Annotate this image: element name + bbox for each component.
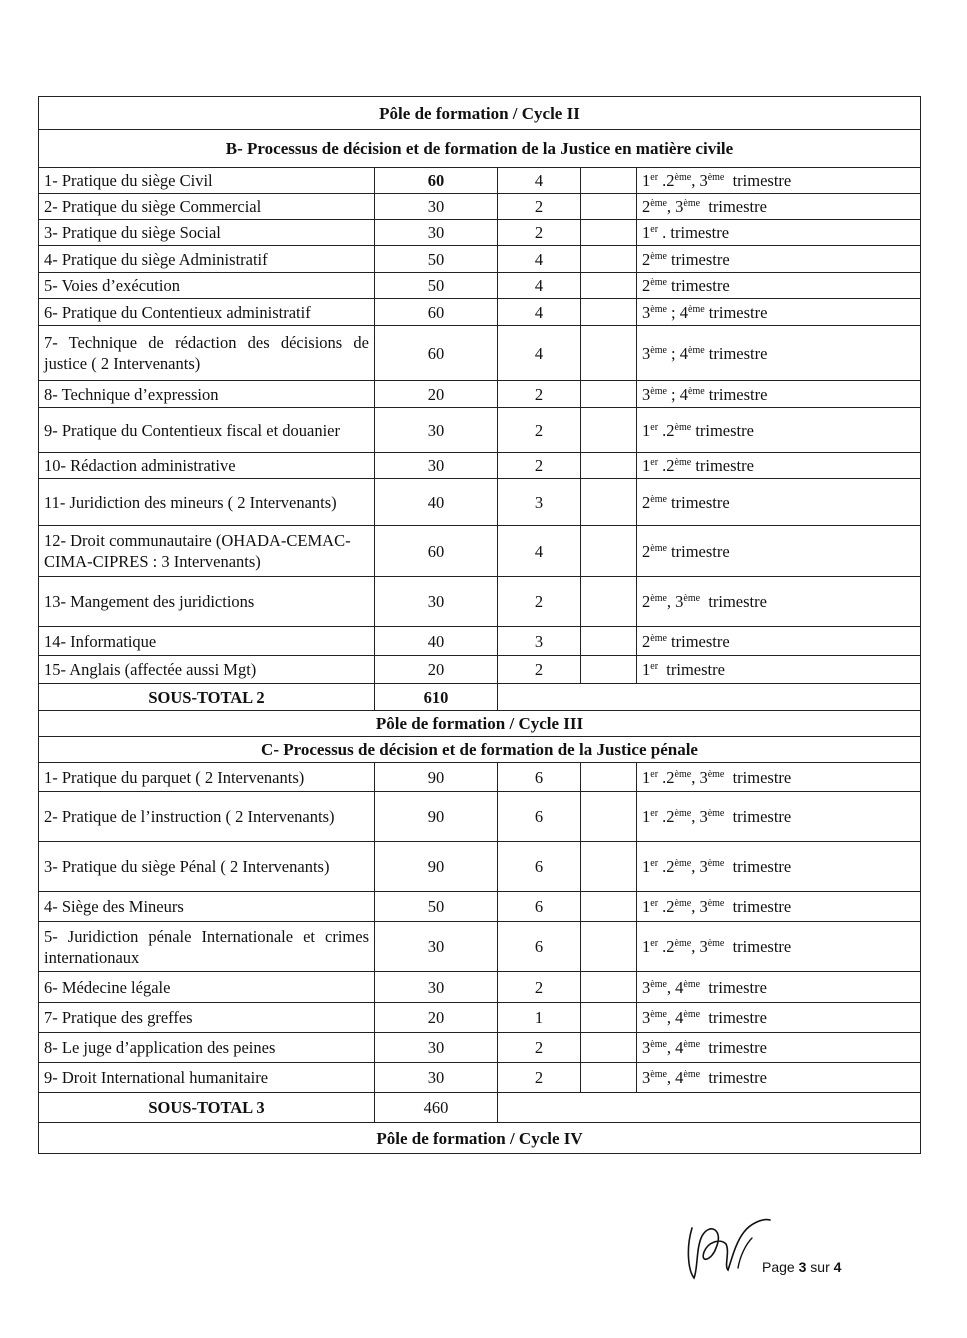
period-text: , 3 [691,767,708,787]
period-number: 2 [642,631,651,651]
period-number: 3 [642,384,651,404]
course-hours: 30 [375,453,498,479]
course-name: 13- Mangement des juridictions [39,577,375,627]
course-credits: 4 [498,299,581,326]
period-number: 2 [642,592,651,611]
course-row [39,526,921,577]
course-name: 9- Pratique du Contentieux fiscal et douanier [39,408,375,453]
course-name: 12- Droit communautaire (OHADA-CEMAC-CIMA-CIPRES : 3 Intervenants) [39,526,375,577]
ordinal-suffix: ème [650,593,667,604]
subtotal-value: 610 [375,684,498,711]
course-hours: 30 [375,1033,498,1063]
course-hours: 60 [375,299,498,326]
period-text: trimestre [724,937,792,956]
course-credits: 6 [498,792,581,842]
period-text: trimestre [704,384,768,404]
course-period [637,299,921,326]
course-row [39,299,921,326]
course-extra [581,326,637,381]
course-extra [581,842,637,892]
course-name: 11- Juridiction des mineurs ( 2 Intervenants) [39,479,375,526]
section-title: Pôle de formation / Cycle IV [39,1123,921,1154]
course-credits: 2 [498,972,581,1003]
ordinal-suffix: ème [674,808,692,819]
period-text: ; 4 [666,384,688,404]
period-number: 2 [642,197,651,216]
period-number: 1 [642,897,651,916]
course-credits: 6 [498,842,581,892]
course-name: 1- Pratique du siège Civil [39,168,375,194]
course-hours: 40 [375,627,498,656]
course-name: 10- Rédaction administrative [39,453,375,479]
course-credits: 2 [498,381,581,408]
course-credits: 2 [498,656,581,684]
course-row [39,381,921,408]
course-extra [581,972,637,1003]
ordinal-suffix: ème [707,938,725,949]
ordinal-suffix: ème [650,250,667,262]
course-credits: 4 [498,246,581,273]
course-row [39,892,921,922]
subtotal-value: 460 [375,1093,498,1123]
course-name: 8- Le juge d’application des peines [39,1033,375,1063]
page-total: 4 [833,1259,842,1275]
course-period [637,220,921,246]
course-period [637,842,921,892]
course-credits: 6 [498,892,581,922]
course-period [637,168,921,194]
course-credits: 2 [498,194,581,220]
subtotal-row [39,1093,921,1123]
period-text: .2 [658,171,675,190]
ordinal-suffix: ème [650,978,667,990]
ordinal-suffix: ème [674,858,692,869]
ordinal-suffix: er [650,224,659,235]
period-text: trimestre [691,456,754,475]
subtotal-label: SOUS-TOTAL 2 [39,684,375,711]
course-extra [581,194,637,220]
period-text: trimestre [704,302,768,322]
course-period [637,627,921,656]
course-row [39,792,921,842]
course-period [637,408,921,453]
course-hours: 30 [375,220,498,246]
period-text: , 4 [666,977,684,997]
section-title: Pôle de formation / Cycle II [39,97,921,130]
ordinal-suffix: ème [674,457,692,468]
course-hours: 90 [375,763,498,792]
ordinal-suffix: er [650,457,659,468]
period-text: trimestre [700,1038,767,1057]
period-text: trimestre [700,1008,767,1027]
course-extra [581,220,637,246]
ordinal-suffix: ème [683,1039,701,1050]
course-hours: 30 [375,972,498,1003]
ordinal-suffix: er [650,172,659,183]
course-credits: 1 [498,1003,581,1033]
course-credits: 4 [498,526,581,577]
subtotal-label: SOUS-TOTAL 3 [39,1093,375,1123]
course-credits: 2 [498,577,581,627]
period-text: trimestre [700,1068,767,1087]
course-hours: 60 [375,326,498,381]
ordinal-suffix: ème [650,277,667,288]
ordinal-suffix: ème [674,768,692,780]
course-extra [581,1003,637,1033]
period-text: trimestre [666,492,730,512]
course-credits: 2 [498,453,581,479]
period-number: 3 [642,1068,651,1087]
ordinal-suffix: er [650,938,659,949]
period-number: 3 [642,343,651,363]
ordinal-suffix: ème [688,303,705,315]
subtotal-empty [498,684,921,711]
course-credits: 2 [498,1063,581,1093]
ordinal-suffix: er [650,661,659,672]
period-text: , 3 [691,937,708,956]
course-name: 4- Siège des Mineurs [39,892,375,922]
course-row [39,972,921,1003]
course-row [39,1003,921,1033]
course-period [637,326,921,381]
course-period [637,273,921,299]
course-row [39,922,921,972]
ordinal-suffix: ème [683,593,701,604]
course-hours: 50 [375,892,498,922]
course-extra [581,1063,637,1093]
ordinal-suffix: ème [650,1039,667,1050]
period-text: trimestre [704,343,768,363]
course-period [637,892,921,922]
ordinal-suffix: ème [688,385,705,397]
course-extra [581,526,637,577]
course-credits: 4 [498,326,581,381]
course-hours: 50 [375,246,498,273]
period-text: trimestre [666,249,730,269]
course-row [39,168,921,194]
page-current: 3 [798,1259,807,1275]
course-hours: 60 [375,526,498,577]
period-text: , 3 [666,197,684,216]
ordinal-suffix: er [650,768,659,780]
ordinal-suffix: ème [650,542,667,554]
period-text: , 3 [691,897,708,916]
course-period [637,479,921,526]
period-text: trimestre [700,197,767,216]
course-hours: 30 [375,194,498,220]
course-row [39,453,921,479]
period-number: 1 [642,456,651,475]
course-row [39,246,921,273]
ordinal-suffix: ème [674,421,692,433]
course-period [637,381,921,408]
period-text: trimestre [724,897,792,916]
course-hours: 20 [375,381,498,408]
ordinal-suffix: ème [650,493,667,505]
course-hours: 30 [375,1063,498,1093]
signature-image [680,1208,780,1288]
section-title: C- Processus de décision et de formation de la Justice pénale [39,737,921,763]
course-name: 5- Voies d’exécution [39,273,375,299]
page-prefix: Page [762,1259,799,1275]
ordinal-suffix: ème [707,898,725,909]
course-credits: 6 [498,922,581,972]
period-text: , 3 [691,807,708,826]
table-body [39,97,921,1154]
period-text: , 3 [666,592,684,611]
section-header-row [39,1123,921,1154]
ordinal-suffix: ème [707,768,725,780]
course-credits: 2 [498,408,581,453]
course-name: 6- Médecine légale [39,972,375,1003]
course-extra [581,299,637,326]
course-name: 7- Technique de rédaction des décisions de justice ( 2 Intervenants) [39,326,375,381]
course-period [637,526,921,577]
period-text: trimestre [724,767,792,787]
course-extra [581,1033,637,1063]
ordinal-suffix: ème [674,938,692,949]
period-number: 3 [642,977,651,997]
course-extra [581,792,637,842]
period-text: . trimestre [658,223,730,242]
ordinal-suffix: ème [650,385,667,397]
course-hours: 50 [375,273,498,299]
ordinal-suffix: ème [650,632,667,644]
period-text: ; 4 [666,302,688,322]
course-row [39,577,921,627]
course-credits: 4 [498,273,581,299]
course-period [637,792,921,842]
ordinal-suffix: er [650,808,659,819]
ordinal-suffix: ème [674,172,692,183]
ordinal-suffix: ème [650,303,667,315]
course-extra [581,763,637,792]
period-text: trimestre [666,631,730,651]
course-row [39,326,921,381]
subtotal-row [39,684,921,711]
ordinal-suffix: ème [650,1069,667,1080]
course-extra [581,627,637,656]
period-text: , 3 [691,171,708,190]
ordinal-suffix: ème [674,898,692,909]
course-extra [581,453,637,479]
course-row [39,273,921,299]
period-text: trimestre [700,592,767,611]
period-text: .2 [658,456,675,475]
course-extra [581,381,637,408]
course-row [39,627,921,656]
course-period [637,972,921,1003]
ordinal-suffix: ème [650,198,667,209]
course-hours: 20 [375,656,498,684]
period-text: trimestre [666,541,730,561]
period-number: 3 [642,1038,651,1057]
page-number [762,1259,841,1275]
course-name: 9- Droit International humanitaire [39,1063,375,1093]
course-hours: 90 [375,842,498,892]
course-credits: 4 [498,168,581,194]
course-period [637,922,921,972]
page-middle: sur [806,1259,834,1275]
period-number: 2 [642,249,651,269]
course-period [637,194,921,220]
course-row [39,842,921,892]
period-text: trimestre [724,807,792,826]
period-number: 2 [642,276,651,295]
course-row [39,656,921,684]
section-header-row [39,97,921,130]
period-number: 3 [642,1008,651,1027]
ordinal-suffix: ème [707,808,725,819]
course-period [637,1003,921,1033]
ordinal-suffix: ème [650,344,667,356]
course-name: 3- Pratique du siège Pénal ( 2 Intervenants) [39,842,375,892]
ordinal-suffix: ème [688,344,705,356]
course-name: 15- Anglais (affectée aussi Mgt) [39,656,375,684]
period-text: trimestre [724,171,792,190]
course-extra [581,246,637,273]
period-number: 3 [642,302,651,322]
ordinal-suffix: ème [683,198,701,209]
period-number: 2 [642,492,651,512]
period-number: 2 [642,541,651,561]
course-name: 8- Technique d’expression [39,381,375,408]
course-extra [581,577,637,627]
course-credits: 2 [498,1033,581,1063]
course-row [39,1033,921,1063]
period-number: 1 [642,171,651,190]
course-period [637,453,921,479]
course-extra [581,273,637,299]
course-row [39,408,921,453]
period-number: 1 [642,857,651,876]
period-text: trimestre [724,857,792,876]
period-text: .2 [658,857,675,876]
period-text: .2 [658,767,675,787]
period-number: 1 [642,807,651,826]
course-row [39,1063,921,1093]
course-period [637,763,921,792]
period-text: , 4 [666,1038,684,1057]
course-credits: 3 [498,627,581,656]
course-period [637,1063,921,1093]
period-text: trimestre [666,276,730,295]
ordinal-suffix: er [650,858,659,869]
period-text: .2 [658,807,675,826]
course-extra [581,168,637,194]
course-hours: 90 [375,792,498,842]
period-number: 1 [642,767,651,787]
course-credits: 2 [498,220,581,246]
period-number: 1 [642,660,651,679]
course-period [637,246,921,273]
ordinal-suffix: ème [650,1009,667,1020]
ordinal-suffix: ème [683,978,701,990]
period-number: 1 [642,937,651,956]
course-period [637,577,921,627]
course-name: 3- Pratique du siège Social [39,220,375,246]
period-number: 1 [642,223,651,242]
period-text: , 3 [691,857,708,876]
period-text: .2 [658,897,675,916]
course-name: 14- Informatique [39,627,375,656]
course-name: 1- Pratique du parquet ( 2 Intervenants) [39,763,375,792]
course-name: 2- Pratique de l’instruction ( 2 Intervenants) [39,792,375,842]
course-hours: 30 [375,922,498,972]
section-title: B- Processus de décision et de formation de la Justice en matière civile [39,130,921,168]
period-text: , 4 [666,1008,684,1027]
course-hours: 40 [375,479,498,526]
subtotal-empty [498,1093,921,1123]
course-hours: 30 [375,577,498,627]
course-name: 7- Pratique des greffes [39,1003,375,1033]
ordinal-suffix: ème [683,1069,701,1080]
period-text: trimestre [691,420,754,440]
course-extra [581,479,637,526]
course-row [39,194,921,220]
ordinal-suffix: ème [707,172,725,183]
ordinal-suffix: ème [707,858,725,869]
course-hours: 60 [375,168,498,194]
course-credits: 3 [498,479,581,526]
course-extra [581,892,637,922]
course-extra [581,656,637,684]
course-name: 5- Juridiction pénale Internationale et crimes internationaux [39,922,375,972]
section-header-row [39,130,921,168]
period-text: ; 4 [666,343,688,363]
section-title: Pôle de formation / Cycle III [39,711,921,737]
period-text: .2 [658,937,675,956]
training-schedule-table [38,96,921,1154]
course-credits: 6 [498,763,581,792]
period-number: 1 [642,420,651,440]
period-text: , 4 [666,1068,684,1087]
period-text: .2 [658,420,675,440]
course-extra [581,408,637,453]
course-period [637,1033,921,1063]
course-row [39,479,921,526]
period-text: trimestre [658,660,725,679]
period-text: trimestre [700,977,767,997]
course-extra [581,922,637,972]
course-row [39,763,921,792]
ordinal-suffix: er [650,898,659,909]
course-name: 4- Pratique du siège Administratif [39,246,375,273]
course-row [39,220,921,246]
ordinal-suffix: ème [683,1009,701,1020]
course-name: 2- Pratique du siège Commercial [39,194,375,220]
course-hours: 30 [375,408,498,453]
course-hours: 20 [375,1003,498,1033]
section-header-row [39,737,921,763]
ordinal-suffix: er [650,421,659,433]
course-name: 6- Pratique du Contentieux administratif [39,299,375,326]
course-period [637,656,921,684]
section-header-row [39,711,921,737]
